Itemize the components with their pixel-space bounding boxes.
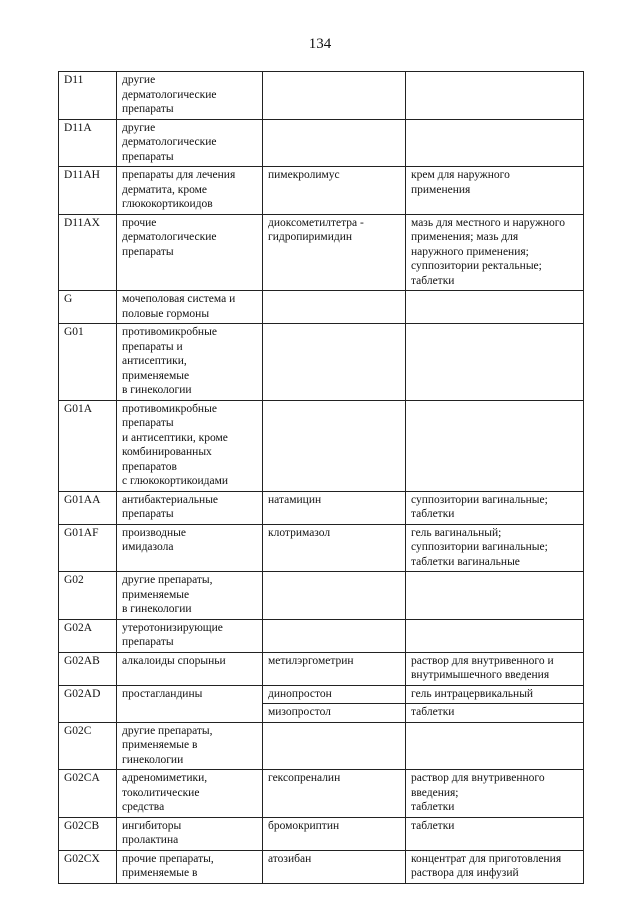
anatomical-group-cell: другие дерматологические препараты xyxy=(117,119,263,167)
dosage-form-cell: мазь для местного и наружного применения; мазь для наружного применения; суппозитории ректальные; таблетки xyxy=(406,214,584,291)
atc-code-cell: G01 xyxy=(59,324,117,401)
drug-name-cell xyxy=(263,324,406,401)
atc-code-cell: G02CX xyxy=(59,850,117,883)
anatomical-group-cell: ингибиторы пролактина xyxy=(117,817,263,850)
dosage-form-cell: концентрат для приготовления раствора для инфузий xyxy=(406,850,584,883)
anatomical-group-cell: противомикробные препараты и антисептики, применяемые в гинекологии xyxy=(117,324,263,401)
atc-drug-table xyxy=(58,71,584,884)
dosage-form-cell xyxy=(406,619,584,652)
table-row xyxy=(59,685,584,704)
drug-name-cell: клотримазол xyxy=(263,524,406,572)
dosage-form-cell xyxy=(406,572,584,620)
anatomical-group-cell: адреномиметики, токолитические средства xyxy=(117,770,263,818)
dosage-form-cell xyxy=(406,324,584,401)
dosage-form-cell: раствор для внутривенного и внутримышечного введения xyxy=(406,652,584,685)
anatomical-group-cell: противомикробные препараты и антисептики, кроме комбинированных препаратов с глюкокортикоидами xyxy=(117,400,263,491)
drug-name-cell: мизопростол xyxy=(263,704,406,723)
table-row xyxy=(59,524,584,572)
atc-code-cell: D11AH xyxy=(59,167,117,215)
dosage-form-cell xyxy=(406,291,584,324)
table-row xyxy=(59,619,584,652)
table-row xyxy=(59,72,584,120)
drug-name-cell: бромокриптин xyxy=(263,817,406,850)
drug-name-cell: пимекролимус xyxy=(263,167,406,215)
atc-code-cell: G02 xyxy=(59,572,117,620)
atc-code-cell: G02CB xyxy=(59,817,117,850)
anatomical-group-cell: алкалоиды спорыньи xyxy=(117,652,263,685)
drug-name-cell: гексопреналин xyxy=(263,770,406,818)
anatomical-group-cell: другие дерматологические препараты xyxy=(117,72,263,120)
dosage-form-cell: таблетки xyxy=(406,704,584,723)
anatomical-group-cell: препараты для лечения дерматита, кроме глюкокортикоидов xyxy=(117,167,263,215)
table-row xyxy=(59,817,584,850)
dosage-form-cell: крем для наружного применения xyxy=(406,167,584,215)
anatomical-group-cell: другие препараты, применяемые в гинекологии xyxy=(117,572,263,620)
page-number: 134 xyxy=(308,36,332,52)
drug-name-cell xyxy=(263,619,406,652)
dosage-form-cell: гель вагинальный; суппозитории вагинальные; таблетки вагинальные xyxy=(406,524,584,572)
drug-name-cell: натамицин xyxy=(263,491,406,524)
table-row xyxy=(59,324,584,401)
drug-name-cell xyxy=(263,291,406,324)
table-row xyxy=(59,119,584,167)
table-row xyxy=(59,214,584,291)
anatomical-group-cell: антибактериальные препараты xyxy=(117,491,263,524)
table-row xyxy=(59,572,584,620)
dosage-form-cell xyxy=(406,722,584,770)
drug-name-cell xyxy=(263,119,406,167)
dosage-form-cell xyxy=(406,400,584,491)
atc-code-cell: D11AX xyxy=(59,214,117,291)
table-row xyxy=(59,167,584,215)
atc-code-cell: G01AF xyxy=(59,524,117,572)
anatomical-group-cell: производные имидазола xyxy=(117,524,263,572)
dosage-form-cell: таблетки xyxy=(406,817,584,850)
anatomical-group-cell: утеротонизирующие препараты xyxy=(117,619,263,652)
table-row xyxy=(59,850,584,883)
atc-code-cell: G02AD xyxy=(59,685,117,722)
dosage-form-cell xyxy=(406,119,584,167)
drug-name-cell xyxy=(263,722,406,770)
atc-code-cell: G02AB xyxy=(59,652,117,685)
atc-code-cell: G xyxy=(59,291,117,324)
atc-code-cell: G01A xyxy=(59,400,117,491)
anatomical-group-cell: другие препараты, применяемые в гинекологии xyxy=(117,722,263,770)
drug-name-cell xyxy=(263,400,406,491)
table-row xyxy=(59,291,584,324)
atc-code-cell: G02A xyxy=(59,619,117,652)
atc-code-cell: G02CA xyxy=(59,770,117,818)
table-row xyxy=(59,491,584,524)
table-row xyxy=(59,652,584,685)
drug-name-cell: диоксометилтетра - гидропиримидин xyxy=(263,214,406,291)
atc-code-cell: G02C xyxy=(59,722,117,770)
anatomical-group-cell: прочие дерматологические препараты xyxy=(117,214,263,291)
anatomical-group-cell: простагландины xyxy=(117,685,263,722)
drug-name-cell: динопростон xyxy=(263,685,406,704)
anatomical-group-cell: мочеполовая система и половые гормоны xyxy=(117,291,263,324)
drug-name-cell: атозибан xyxy=(263,850,406,883)
table-row xyxy=(59,722,584,770)
table-row xyxy=(59,770,584,818)
drug-name-cell xyxy=(263,572,406,620)
anatomical-group-cell: прочие препараты, применяемые в xyxy=(117,850,263,883)
atc-code-cell: G01AA xyxy=(59,491,117,524)
atc-code-cell: D11 xyxy=(59,72,117,120)
drug-name-cell xyxy=(263,72,406,120)
dosage-form-cell: раствор для внутривенного введения; таблетки xyxy=(406,770,584,818)
dosage-form-cell: суппозитории вагинальные; таблетки xyxy=(406,491,584,524)
dosage-form-cell: гель интрацервикальный xyxy=(406,685,584,704)
dosage-form-cell xyxy=(406,72,584,120)
table-row xyxy=(59,400,584,491)
drug-name-cell: метилэргометрин xyxy=(263,652,406,685)
atc-code-cell: D11A xyxy=(59,119,117,167)
